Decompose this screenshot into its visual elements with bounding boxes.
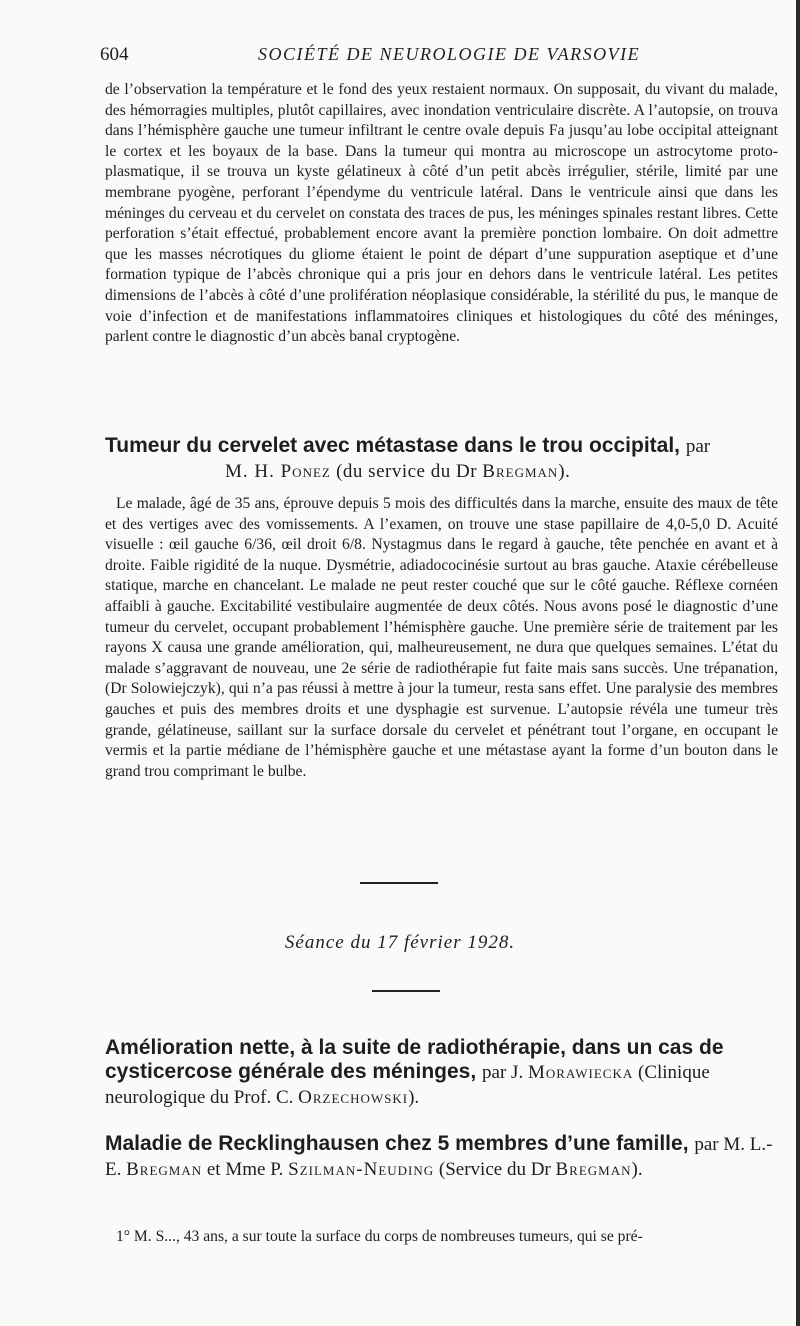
article-heading-recklinghausen — [105, 1132, 778, 1182]
running-title: SOCIÉTÉ DE NEUROLOGIE DE VARSOVIE — [258, 44, 641, 64]
section-divider — [360, 882, 438, 884]
heading-author: par J. Morawiecka (Clinique neurologique du Prof. C. Orzechowski). — [105, 1062, 710, 1108]
paragraph-case-report: Le malade, âgé de 35 ans, éprouve depuis 5 mois des difficultés dans la marche, ensuite des maux de tête et des vertiges avec des vomissements. A l’examen, on trouve une stase papillaire de 4,0-5,0 D. Acuité visuelle : œil gauche 6/36, œil droit 6/8. Nystagmus dans le regard à gauche, tête penchée en avant et à droite. Faible rigidité de la nuque. Dysmétrie, adiadococinésie surtout au bras gauche. Ataxie cérébelleuse statique, marche en chancelant. Le malade ne peut rester couché que sur le côté gauche. Réflexe cornéen affaibli à gauche. Excitabilité vestibulaire augmentée de deux côtés. Nous avons posé le diagnostic d’une tumeur du cervelet, occupant probablement l’hémisphère gauche. Une première série de traitement par les rayons X causa une grande amélioration, qui, malheureusement, ne dura que quelques semaines. L’état du malade s’aggravant de nouveau, une 2e série de radiothérapie fut faite mais sans succès. Une trépanation, (Dr Solowiejczyk), qui n’a pas réussi à mettre à jour la tumeur, resta sans effet. Une paralysie des membres gauches et puis des membres droits et une dysphagie est survenue. L’autopsie révéla une tumeur très grande, gélatineuse, saillant sur la surface dorsale du cervelet et pénétrant tout l’organe, en occupant le vermis et la partie médiane de l’hémisphère gauche et une métastase ayant la forme d’un bouton dans le grand trou comprimant le bulbe. — [105, 495, 778, 780]
scan-edge — [796, 0, 800, 1326]
section-divider — [372, 990, 440, 992]
heading-author: par M. L.-E. Bregman et Mme P. Szilman-Neuding (Service du Dr Bregman). — [105, 1134, 773, 1180]
paragraph-case-1: 1° M. S..., 43 ans, a sur toute la surface du corps de nombreuses tumeurs, qui se pré- — [116, 1228, 643, 1245]
article-heading-tumeur-cervelet — [105, 434, 778, 484]
article-heading-cysticercose — [105, 1036, 778, 1110]
page-number: 604 — [100, 44, 129, 65]
session-date: Séance du 17 février 1928. — [284, 932, 516, 953]
heading-title: Tumeur du cervelet avec métastase dans le trou occipital, — [105, 434, 680, 457]
heading-by: par — [685, 436, 711, 457]
paragraph-autopsy-report: de l’observation la température et le fond des yeux restaient normaux. On supposait, du vivant du malade, des hémorragies multiples, plutôt capillaires, avec inondation ventriculaire discrète. A l’autopsie, on trouva dans l’hémisphère gauche une tumeur infiltrant le centre ovale depuis Fa jusqu’au lobe occipital atteignant le cortex et les boyaux de la base. Dans la tumeur qui montra au microscope un astrocytome proto-plasmatique, il se trouva un kyste gélatineux à côté d’un petit abcès irrégulier, stérile, limité par une membrane pyogène, perforant l’épendyme du ventricule latéral. Dans le ventricule ainsi que dans les méninges du cerveau et du cervelet on constata des traces de pus, les méninges spinales restant libres. Cette perforation s’était effectué, probablement encore avant la première ponction lombaire. On doit admettre que les masses nécrotiques du gliome étaient le point de départ d’une suppuration aseptique et d’une formation typique de l’abcès chronique qui a pris jour en dehors dans le ventricule latéral. Les petites dimensions de l’abcès à côté d’une prolifération néoplasique considérable, la stérilité du pus, le manque de voie d’infection et de manifestations inflammatoires cliniques et histologiques du côté des méninges, parlent contre le diagnostic d’un abcès banal cryptogène. — [105, 81, 778, 346]
heading-author: M. H. Ponez (du service du Dr Bregman). — [225, 461, 571, 482]
page-header — [100, 40, 780, 70]
heading-title: Amélioration nette, à la suite de radiothérapie, dans un cas de cysticercose générale des méninges, — [105, 1036, 724, 1083]
heading-title: Maladie de Recklinghausen chez 5 membres d’une famille, — [105, 1132, 689, 1155]
